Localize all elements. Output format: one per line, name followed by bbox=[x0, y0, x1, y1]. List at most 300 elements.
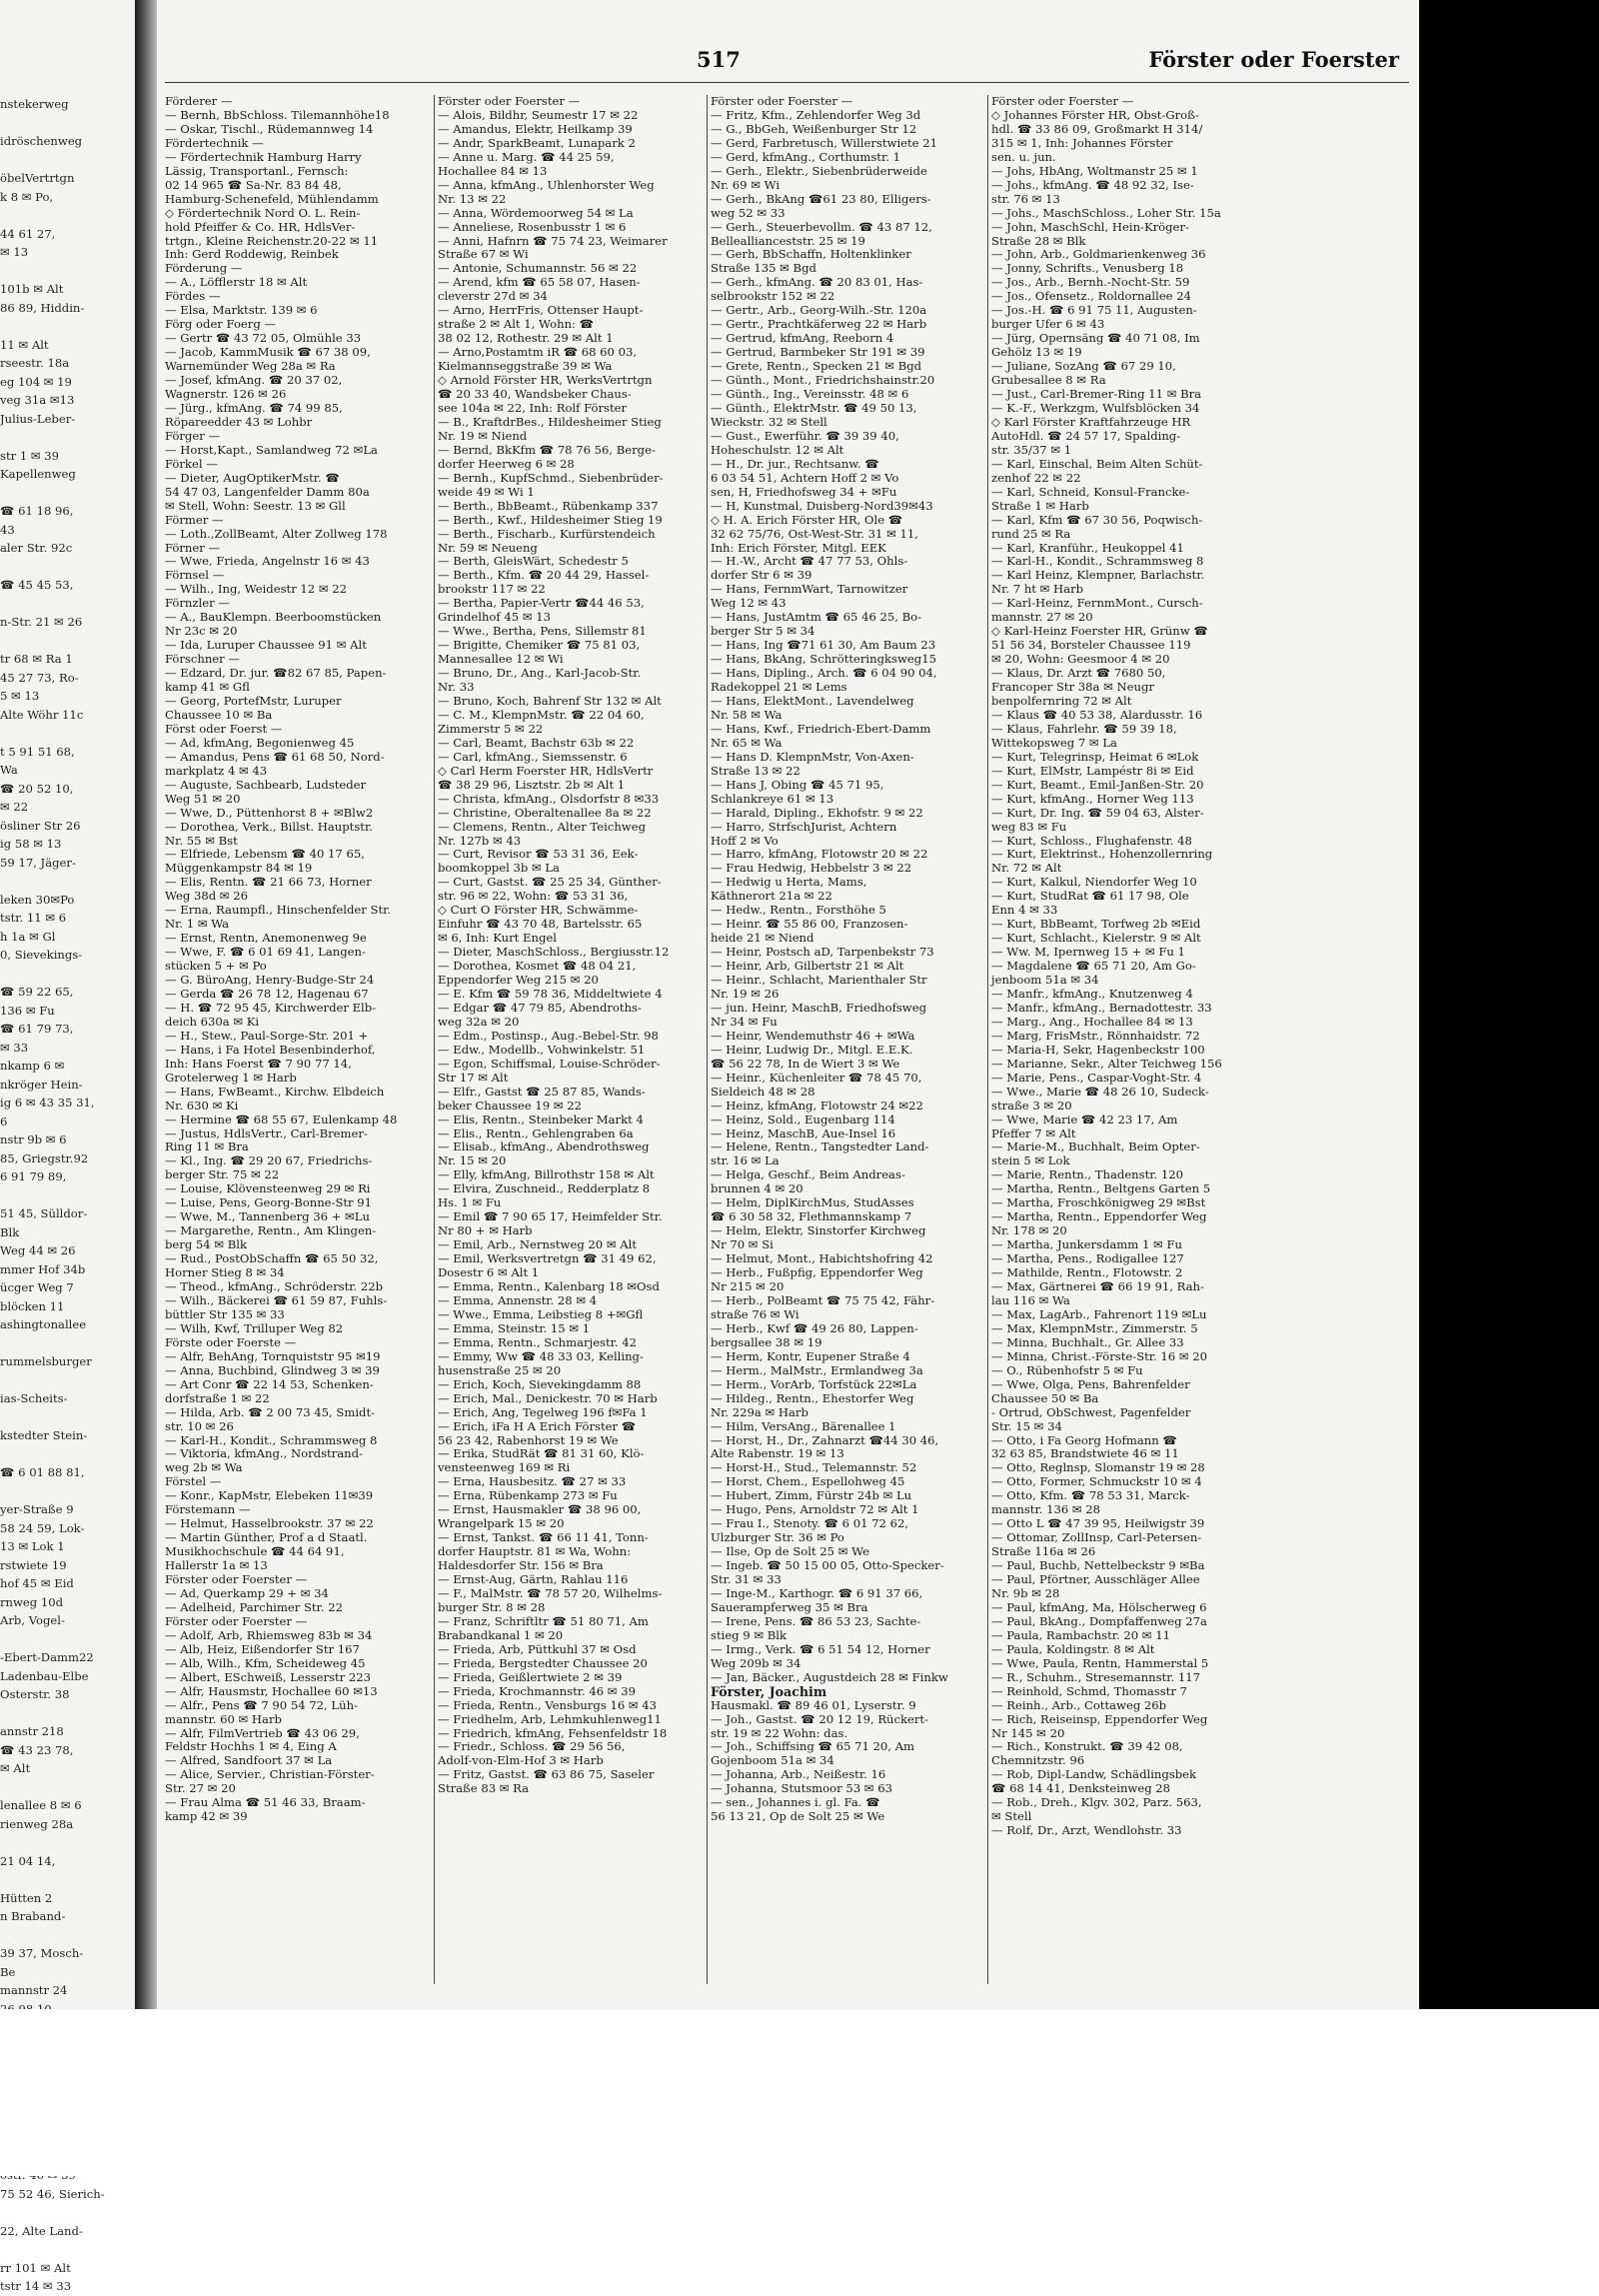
directory-entry-line: — Edzard, Dr. jur. ☎82 67 85, Papen- bbox=[165, 666, 387, 681]
directory-entry-line: — Ottomar, ZollInsp, Carl-Petersen- bbox=[991, 1530, 1202, 1545]
directory-entry-line: berg 54 ✉ Blk bbox=[165, 1237, 248, 1252]
directory-entry-line: — G., BbGeh, Weißenburger Str 12 bbox=[711, 121, 917, 136]
directory-entry-line: Straße 1 ✉ Harb bbox=[991, 498, 1089, 513]
directory-entry-line: — Paula, Koldingstr. 8 ✉ Alt bbox=[991, 1641, 1155, 1656]
directory-entry-line: — Kurt, Beamt., Emil-Janßen-Str. 20 bbox=[991, 777, 1204, 792]
directory-entry-line: weg 2b ✉ Wa bbox=[165, 1460, 243, 1475]
directory-entry-line: — Kurt, Schlacht., Kielerstr. 9 ✉ Alt bbox=[991, 931, 1201, 946]
directory-entry-line: lau 116 ✉ Wa bbox=[991, 1292, 1070, 1307]
directory-entry-line: — Bruno, Koch, Bahrenf Str 132 ✉ Alt bbox=[438, 693, 662, 708]
directory-entry-line: Feldstr Hochhs 1 ✉ 4, Eing A bbox=[165, 1739, 337, 1754]
directory-entry-line: 54 47 03, Langenfelder Damm 80a bbox=[165, 484, 370, 499]
directory-entry-line: — Erna, Raumpfl., Hinschenfelder Str. bbox=[165, 903, 392, 918]
left-page-line bbox=[0, 1630, 133, 1649]
directory-entry-line: Förger — bbox=[165, 428, 221, 443]
directory-entry-line: — Heinr, Wendemuthstr 46 + ✉Wa bbox=[711, 1028, 915, 1043]
directory-entry-line: — Helene, Rentn., Tangstedter Land- bbox=[711, 1140, 929, 1154]
directory-entry-line: — Brigitte, Chemiker ☎ 75 81 03, bbox=[438, 638, 641, 653]
directory-entry-line: — Herb., Kwf ☎ 49 26 80, Lappen- bbox=[711, 1320, 918, 1335]
left-page-line: lenallee 8 ✉ 6 bbox=[0, 1798, 82, 1812]
directory-entry-line: — Rud., PostObSchaffn ☎ 65 50 32, bbox=[165, 1251, 379, 1266]
directory-entry-line: — Inge-M., Karthogr. ☎ 6 91 37 66, bbox=[711, 1585, 923, 1600]
directory-entry-line: — Erna, Hausbesitz. ☎ 27 ✉ 33 bbox=[438, 1474, 627, 1489]
directory-entry-line: — Minna, Christ.-Förste-Str. 16 ✉ 20 bbox=[991, 1348, 1208, 1363]
directory-entry-line: — Heinr, Postsch aD, Tarpenbekstr 73 bbox=[711, 945, 934, 960]
directory-entry-line: — Martha, Junkersdamm 1 ✉ Fu bbox=[991, 1237, 1182, 1252]
directory-entry-line: — Jonny, Schrifts., Venusberg 18 bbox=[991, 261, 1184, 276]
directory-entry-line: Förstel — bbox=[165, 1474, 222, 1489]
directory-entry-line: — Bruno, Dr., Ang., Karl-Jacob-Str. bbox=[438, 666, 642, 681]
left-page-line: 51 45, Sülldor- bbox=[0, 1206, 88, 1220]
left-page-line: 75 52 46, Sierich- bbox=[0, 2186, 105, 2201]
directory-entry-line: — Alfr, Hausmstr, Hochallee 60 ✉13 bbox=[165, 1683, 378, 1698]
directory-entry-line: Brabandkanal 1 ✉ 20 bbox=[438, 1627, 564, 1642]
directory-entry-line: ◇ Karl-Heinz Foerster HR, Grünw ☎ bbox=[991, 624, 1208, 639]
directory-entry-line: — Horst, Chem., Espellohweg 45 bbox=[711, 1474, 905, 1489]
directory-entry-line: Käthnerort 21a ✉ 22 bbox=[711, 889, 832, 904]
left-page-line: 6 bbox=[0, 1114, 8, 1129]
directory-entry-line: — Kurt, kfmAng., Horner Weg 113 bbox=[991, 791, 1194, 806]
directory-entry-line: — Heinz, MaschB, Aue-Insel 16 bbox=[711, 1126, 896, 1141]
directory-entry-line: — Paula, Rambachstr. 20 ✉ 11 bbox=[991, 1627, 1170, 1642]
directory-entry-line: Weg 51 ✉ 20 bbox=[165, 791, 241, 806]
directory-entry-line: husenstraße 25 ✉ 20 bbox=[438, 1362, 562, 1377]
directory-entry-line: — Elisab., kfmAng., Abendrothsweg bbox=[438, 1140, 650, 1154]
directory-entry-line: — Elis., Rentn., Gehlengraben 6a bbox=[438, 1126, 634, 1141]
directory-entry-line: — Reinh., Arb., Cottaweg 26b bbox=[991, 1697, 1167, 1712]
left-page-line: Kapellenweg bbox=[0, 467, 76, 481]
directory-entry-line: — Alfr, FilmVertrieb ☎ 43 06 29, bbox=[165, 1725, 360, 1740]
left-page-line bbox=[0, 632, 133, 651]
directory-entry-line: Lässig, Transportanl., Fernsch: bbox=[165, 163, 349, 178]
directory-entry-line: mannstr. 136 ✉ 28 bbox=[991, 1502, 1101, 1517]
directory-entry-line: Hoheschulstr. 12 ✉ Alt bbox=[711, 442, 844, 457]
directory-entry-line: — Karl, Kranführ., Heukoppel 41 bbox=[991, 540, 1184, 555]
directory-entry-line: hdl. ☎ 33 86 09, Großmarkt H 314/ bbox=[991, 121, 1203, 136]
directory-entry-line: Nr 215 ✉ 20 bbox=[711, 1279, 785, 1294]
left-page-line: Blk bbox=[0, 1224, 20, 1239]
directory-entry-line: — Bernd, BkKfm ☎ 78 76 56, Berge- bbox=[438, 442, 656, 457]
directory-entry-line: — Erich, iFa H A Erich Förster ☎ bbox=[438, 1418, 637, 1433]
directory-entry-line: — Irene, Pens. ☎ 86 53 23, Sachte- bbox=[711, 1613, 921, 1628]
directory-entry-line: Nr. 1 ✉ Wa bbox=[165, 917, 230, 932]
left-page-line: -Ebert-Damm22 bbox=[0, 1650, 94, 1664]
directory-entry-line: Str. 15 ✉ 34 bbox=[991, 1418, 1062, 1433]
directory-entry-line: — Ernst, Rentn, Anemonenweg 9e bbox=[165, 931, 367, 946]
directory-entry-line: Chemnitzstr. 96 bbox=[991, 1753, 1085, 1768]
directory-entry-line: — Ernst, Hausmakler ☎ 38 96 00, bbox=[438, 1502, 642, 1517]
left-page-line: ☎ 6 01 88 81, bbox=[0, 1465, 85, 1479]
directory-entry-line: — Fördertechnik Hamburg Harry bbox=[165, 149, 362, 164]
directory-entry-line: — E. Kfm ☎ 59 78 36, Middeltwiete 4 bbox=[438, 987, 663, 1001]
directory-entry-line: AutoHdl. ☎ 24 57 17, Spalding- bbox=[991, 428, 1181, 443]
directory-entry-line: — Dieter, MaschSchloss., Bergiusstr.12 bbox=[438, 945, 670, 960]
left-page-line bbox=[0, 595, 133, 614]
directory-entry-line: ◇ Arnold Förster HR, WerksVertrtgn bbox=[438, 373, 653, 388]
directory-entry-line: Hoff 2 ✉ Vo bbox=[711, 833, 779, 848]
directory-entry-line: — Gerh., Steuerbevollm. ☎ 43 87 12, bbox=[711, 219, 932, 234]
directory-entry-line: Enn 4 ✉ 33 bbox=[991, 903, 1058, 918]
directory-entry-line: — Edw., Modellb., Vohwinkelstr. 51 bbox=[438, 1042, 646, 1057]
directory-entry-line: Förderer — bbox=[165, 94, 233, 108]
directory-entry-line: — Johs., MaschSchloss., Loher Str. 15a bbox=[991, 205, 1221, 220]
left-page-line: Hütten 2 bbox=[0, 1890, 53, 1905]
directory-entry-line: — Magdalene ☎ 65 71 20, Am Go- bbox=[991, 959, 1196, 974]
directory-entry-line: burger Ufer 6 ✉ 43 bbox=[991, 317, 1105, 332]
directory-entry-line: — Erich, Mal., Denickestr. 70 ✉ Harb bbox=[438, 1390, 658, 1405]
directory-entry-line: Förnzler — bbox=[165, 596, 230, 611]
directory-entry-line: Förster oder Foerster — bbox=[991, 94, 1134, 108]
directory-entry-line: stieg 9 ✉ Blk bbox=[711, 1627, 787, 1642]
directory-entry-line: — Christa, kfmAng., Olsdorfstr 8 ✉33 bbox=[438, 791, 660, 806]
directory-entry-line: — Kurt, Schloss., Flughafenstr. 48 bbox=[991, 833, 1192, 848]
directory-entry-line: — Andr, SparkBeamt, Lunapark 2 bbox=[438, 135, 636, 150]
directory-entry-line: str. 96 ✉ 22, Wohn: ☎ 53 31 36, bbox=[438, 889, 629, 904]
directory-entry-line: — Loth.,ZollBeamt, Alter Zollweg 178 bbox=[165, 526, 388, 541]
directory-entry-line: — Bernh, BbSchloss. Tilemannhöhe18 bbox=[165, 107, 390, 122]
left-page-line: Alte Wöhr 11c bbox=[0, 707, 84, 722]
directory-entry-line: — H.-W., Archt ☎ 47 77 53, Ohls- bbox=[711, 554, 908, 569]
directory-entry-line: — Gertrud, Barmbeker Str 191 ✉ 39 bbox=[711, 345, 925, 360]
left-page-line: ✉ Alt bbox=[0, 1761, 31, 1775]
directory-entry-line: — Heinr., Küchenleiter ☎ 78 45 70, bbox=[711, 1070, 922, 1085]
directory-entry-line: — Heinr, Ludwig Dr., Mitgl. E.E.K. bbox=[711, 1042, 913, 1057]
directory-entry-line: Eppendorfer Weg 215 ✉ 20 bbox=[438, 973, 599, 988]
directory-entry-line: — Hilm, VersAng., Bärenallee 1 bbox=[711, 1418, 896, 1433]
directory-entry-line: — Antonie, Schumannstr. 56 ✉ 22 bbox=[438, 261, 638, 276]
directory-entry-line: ◇ Curt O Förster HR, Schwämme- bbox=[438, 903, 639, 918]
directory-entry-line: — Marie-M., Buchhalt, Beim Opter- bbox=[991, 1140, 1200, 1154]
column-divider bbox=[707, 95, 708, 1984]
directory-entry-line: Francoper Str 38a ✉ Neugr bbox=[991, 680, 1154, 695]
directory-entry-line: — Emil, Arb., Nernstweg 20 ✉ Alt bbox=[438, 1237, 638, 1252]
directory-entry-line: Nr. 15 ✉ 20 bbox=[438, 1153, 507, 1168]
book-gutter bbox=[135, 0, 157, 2009]
directory-entry-line: — Irmg., Verk. ☎ 6 51 54 12, Horner bbox=[711, 1641, 930, 1656]
left-page-line: nkröger Hein- bbox=[0, 1077, 83, 1092]
directory-entry-line: Hallerstr 1a ✉ 13 bbox=[165, 1558, 268, 1573]
directory-entry-line: — Anne u. Marg. ☎ 44 25 59, bbox=[438, 149, 615, 164]
directory-entry-line: zenhof 22 ✉ 22 bbox=[991, 470, 1081, 485]
left-page-line: veg 31a ✉13 bbox=[0, 393, 75, 407]
directory-entry-line: — Rob., Dreh., Klgv. 302, Parz. 563, bbox=[991, 1795, 1202, 1810]
directory-entry-line: mannstr. 27 ✉ 20 bbox=[991, 610, 1093, 625]
left-page-line: 86 89, Hiddin- bbox=[0, 300, 85, 315]
directory-entry-line: Adolf-von-Elm-Hof 3 ✉ Harb bbox=[438, 1753, 604, 1768]
left-page-line: ☎ 59 22 65, bbox=[0, 985, 74, 999]
left-page-line: hof 45 ✉ Eid bbox=[0, 1576, 74, 1590]
directory-page bbox=[157, 0, 1419, 2009]
directory-entry-line: kamp 41 ✉ Gfl bbox=[165, 680, 250, 695]
directory-entry-line: — Edgar ☎ 47 79 85, Abendroths- bbox=[438, 1000, 642, 1015]
directory-entry-line: 32 62 75/76, Ost-West-Str. 31 ✉ 11, bbox=[711, 526, 918, 541]
directory-entry-line: Inh: Gerd Roddewig, Reinbek bbox=[165, 247, 339, 262]
left-page-line: ✉ 33 bbox=[0, 1040, 29, 1055]
directory-entry-line: — Viktoria, kfmAng., Nordstrand- bbox=[165, 1446, 363, 1461]
directory-entry-line: — Auguste, Sachbearb, Ludsteder bbox=[165, 777, 367, 792]
directory-entry-line: — Dorothea, Kosmet ☎ 48 04 21, bbox=[438, 959, 637, 974]
column-divider bbox=[434, 95, 435, 1984]
directory-entry-line: — Erich, Koch, Sievekingdamm 88 bbox=[438, 1376, 642, 1391]
directory-entry-line: Straße 116a ✉ 26 bbox=[991, 1544, 1096, 1559]
directory-entry-line: — A., Löfflerstr 18 ✉ Alt bbox=[165, 275, 308, 290]
left-page-line: ☎ 61 18 96, bbox=[0, 504, 74, 518]
directory-entry-line: Nr. 630 ✉ Ki bbox=[165, 1098, 239, 1113]
directory-entry-line: — Hugo, Pens, Arnoldstr 72 ✉ Alt 1 bbox=[711, 1502, 919, 1517]
page-number: 517 bbox=[697, 47, 741, 72]
left-page-line: ashingtonallee bbox=[0, 1317, 87, 1331]
left-page-line: ig 6 ✉ 43 35 31, bbox=[0, 1096, 95, 1110]
directory-entry-line: — Alfred, Sandfoort 37 ✉ La bbox=[165, 1753, 333, 1768]
directory-entry-line: Förkel — bbox=[165, 456, 218, 471]
directory-entry-line: — Marg., Ang., Hochallee 84 ✉ 13 bbox=[991, 1014, 1193, 1029]
left-page-line: 101b ✉ Alt bbox=[0, 282, 64, 296]
directory-entry-line: — Alb, Heiz, Eißendorfer Str 167 bbox=[165, 1641, 360, 1656]
directory-entry-line: — Hubert, Zimm, Fürstr 24b ✉ Lu bbox=[711, 1488, 912, 1503]
left-page-line: Wa bbox=[0, 763, 18, 777]
directory-entry-line: sen. u. jun. bbox=[991, 149, 1056, 164]
directory-entry-line: stein 5 ✉ Lok bbox=[991, 1153, 1070, 1168]
directory-entry-line: — Martha, Froschkönigweg 29 ✉Bst bbox=[991, 1195, 1206, 1210]
directory-entry-line: — Edm., Postinsp., Aug.-Bebel-Str. 98 bbox=[438, 1028, 659, 1043]
directory-entry-line: Nr. 55 ✉ Bst bbox=[165, 833, 238, 848]
directory-entry-line: — Konr., KapMstr, Elebeken 11✉39 bbox=[165, 1488, 374, 1503]
directory-entry-line: str. 19 ✉ 22 Wohn: das. bbox=[711, 1725, 848, 1740]
directory-entry-line: — Max, LagArb., Fahrenort 119 ✉Lu bbox=[991, 1306, 1207, 1321]
left-page-line: ☎ 61 79 73, bbox=[0, 1022, 74, 1036]
scan-black-edge bbox=[1419, 0, 1599, 2009]
directory-entry-line: — Arno, HerrFris, Ottenser Haupt- bbox=[438, 303, 644, 318]
directory-entry-line: Förster, Joachim bbox=[711, 1683, 827, 1699]
directory-entry-line: — Martha, Rentn., Eppendorfer Weg bbox=[991, 1209, 1207, 1224]
directory-entry-line: straße 3 ✉ 20 bbox=[991, 1098, 1072, 1113]
directory-entry-line: — Luise, Pens, Georg-Bonne-Str 91 bbox=[165, 1195, 373, 1210]
directory-entry-line: — Günth., Mont., Friedrichshainstr.20 bbox=[711, 373, 935, 388]
directory-entry-line: — John, Arb., Goldmarienkenweg 36 bbox=[991, 247, 1206, 262]
directory-entry-line: — Dorothea, Verk., Billst. Hauptstr. bbox=[165, 819, 373, 834]
directory-entry-line: — Josef, kfmAng. ☎ 20 37 02, bbox=[165, 373, 343, 388]
directory-entry-line: Nr 145 ✉ 20 bbox=[991, 1725, 1065, 1740]
directory-entry-line: — Emma, Annenstr. 28 ✉ 4 bbox=[438, 1292, 598, 1307]
directory-entry-line: heide 21 ✉ Niend bbox=[711, 931, 814, 946]
left-page-line: 11 ✉ Alt bbox=[0, 337, 49, 352]
directory-entry-line: — Emma, Rentn., Kalenbarg 18 ✉Osd bbox=[438, 1279, 660, 1294]
left-page-line: tstr. 11 ✉ 6 bbox=[0, 911, 67, 925]
directory-entry-line: — Arend, kfm ☎ 65 58 07, Hasen- bbox=[438, 275, 641, 290]
directory-entry-line: — Minna, Buchhalt., Gr. Allee 33 bbox=[991, 1334, 1184, 1349]
directory-entry-line: — Hedw., Rentn., Forsthöhe 5 bbox=[711, 903, 886, 918]
directory-entry-line: — Georg, PortefMstr, Luruper bbox=[165, 693, 342, 708]
directory-entry-line: — Art Conr ☎ 22 14 53, Schenken- bbox=[165, 1376, 374, 1391]
directory-entry-line: — H. ☎ 72 95 45, Kirchwerder Elb- bbox=[165, 1000, 377, 1015]
left-page-line: 21 04 14, bbox=[0, 1853, 56, 1868]
left-page-line: 45 27 73, Ro- bbox=[0, 670, 79, 685]
left-page-line bbox=[0, 1186, 133, 1205]
directory-entry-line: Nr. 59 ✉ Neueng bbox=[438, 540, 538, 555]
directory-entry-line: kamp 42 ✉ 39 bbox=[165, 1809, 248, 1824]
directory-entry-line: — Berth., BbBeamt., Rübenkamp 337 bbox=[438, 498, 659, 513]
directory-entry-line: Schlankreye 61 ✉ 13 bbox=[711, 791, 834, 806]
directory-entry-line: 32 63 85, Brandstwiete 46 ✉ 11 bbox=[991, 1446, 1179, 1461]
directory-entry-line: trtgn., Kleine Reichenstr.20-22 ✉ 11 bbox=[165, 233, 379, 248]
directory-entry-line: büttler Str 135 ✉ 33 bbox=[165, 1306, 285, 1321]
left-page-line: annstr 218 bbox=[0, 1724, 64, 1738]
directory-column-4 bbox=[991, 95, 1261, 1838]
directory-entry-line: — Karl-H., Kondit., Schrammsweg 8 bbox=[165, 1432, 378, 1447]
left-page-line: 136 ✉ Fu bbox=[0, 1003, 55, 1018]
directory-entry-line: — Jos., Ofensetz., Roldornallee 24 bbox=[991, 289, 1191, 304]
directory-entry-line: — Joh., Schiffsing ☎ 65 71 20, Am bbox=[711, 1739, 915, 1754]
scan-margin bbox=[0, 2009, 1599, 2176]
directory-entry-line: — Egon, Schiffsmal, Louise-Schröder- bbox=[438, 1056, 661, 1071]
left-page-line bbox=[0, 1408, 133, 1427]
directory-entry-line: ◇ Fördertechnik Nord O. L. Rein- bbox=[165, 205, 361, 220]
directory-entry-line: Mannesallee 12 ✉ Wi bbox=[438, 652, 564, 667]
directory-entry-line: — Elfriede, Lebensm ☎ 40 17 65, bbox=[165, 847, 365, 862]
directory-entry-line: — Günth., Ing., Vereinsstr. 48 ✉ 6 bbox=[711, 387, 909, 402]
left-page-line bbox=[0, 1482, 133, 1501]
directory-entry-line: — Anna, Buchbind, Glindweg 3 ✉ 39 bbox=[165, 1362, 380, 1377]
directory-entry-line: — Wwe, Frieda, Angelnstr 16 ✉ 43 bbox=[165, 554, 370, 569]
directory-entry-line: — Emma, Steinstr. 15 ✉ 1 bbox=[438, 1320, 591, 1335]
directory-entry-line: — Johanna, Stutsmoor 53 ✉ 63 bbox=[711, 1781, 892, 1796]
left-page-line: mannstr 24 bbox=[0, 1983, 68, 1997]
directory-entry-line: — Paul, BkAng., Dompfaffenweg 27a bbox=[991, 1613, 1207, 1628]
directory-entry-line: — Herm., VorArb, Torfstück 22✉La bbox=[711, 1376, 917, 1391]
directory-entry-line: — Jürg., kfmAng. ☎ 74 99 85, bbox=[165, 400, 343, 415]
left-page-line: ☎ 20 52 10, bbox=[0, 781, 74, 796]
left-page-line bbox=[0, 872, 133, 891]
directory-entry-line: — Max, KlempnMstr., Zimmerstr. 5 bbox=[991, 1320, 1198, 1335]
directory-entry-line: — R., Schuhm., Stresemannstr. 117 bbox=[991, 1669, 1200, 1684]
directory-entry-line: 02 14 965 ☎ Sa-Nr. 83 84 48, bbox=[165, 177, 342, 192]
directory-entry-line: Röpareedder 43 ✉ Lohbr bbox=[165, 414, 313, 429]
directory-entry-line: 38 02 12, Rothestr. 29 ✉ Alt 1 bbox=[438, 331, 614, 346]
directory-entry-line: ☎ 68 14 41, Denksteinweg 28 bbox=[991, 1781, 1171, 1796]
left-page-line bbox=[0, 428, 133, 447]
directory-entry-line: — Frau Alma ☎ 51 46 33, Braam- bbox=[165, 1795, 366, 1810]
directory-entry-line: weg 52 ✉ 33 bbox=[711, 205, 786, 220]
directory-entry-line: — John, MaschSchl, Hein-Kröger- bbox=[991, 219, 1189, 234]
directory-entry-line: — Berth, GleisWärt, Schedestr 5 bbox=[438, 554, 629, 569]
directory-entry-line: — Klaus, Dr. Arzt ☎ 7680 50, bbox=[991, 666, 1166, 681]
directory-entry-line: Nr. 19 ✉ 26 bbox=[711, 987, 780, 1001]
directory-entry-line: — Joh., Gastst. ☎ 20 12 19, Rückert- bbox=[711, 1711, 929, 1726]
directory-entry-line: — Otto, Kfm. ☎ 78 53 31, Marck- bbox=[991, 1488, 1190, 1503]
directory-entry-line: — Gertr ☎ 43 72 05, Olmühle 33 bbox=[165, 331, 362, 346]
directory-column-2 bbox=[438, 95, 708, 1796]
directory-entry-line: — Heinr., Schlacht, Marienthaler Str bbox=[711, 973, 927, 988]
directory-entry-line: — H., Dr. jur., Rechtsanw. ☎ bbox=[711, 456, 879, 471]
directory-entry-line: Förster oder Foerster — bbox=[165, 1613, 308, 1628]
left-page-line: ig 58 ✉ 13 bbox=[0, 837, 62, 851]
directory-entry-line: — Anna, kfmAng., Uhlenhorster Weg bbox=[438, 177, 655, 192]
directory-entry-line: — Hans, BkAng, Schrötteringksweg15 bbox=[711, 652, 936, 667]
directory-entry-line: dorfer Str 6 ✉ 39 bbox=[711, 568, 812, 583]
directory-entry-line: — Herm., MalMstr., Ermlandweg 3a bbox=[711, 1362, 923, 1377]
directory-entry-line: boomkoppel 3b ✉ La bbox=[438, 861, 560, 876]
directory-entry-line: — Elis, Rentn., Steinbeker Markt 4 bbox=[438, 1112, 644, 1127]
directory-entry-line: markplatz 4 ✉ 43 bbox=[165, 763, 268, 778]
directory-entry-line: — Elvira, Zuschneid., Redderplatz 8 bbox=[438, 1181, 651, 1196]
left-page-line: öbelVertrtgn bbox=[0, 171, 75, 185]
directory-entry-line: — Otto, i Fa Georg Hofmann ☎ bbox=[991, 1432, 1177, 1447]
left-page-line bbox=[0, 724, 133, 743]
directory-entry-line: Förste oder Foerste — bbox=[165, 1334, 297, 1349]
directory-entry-line: Kielmannseggstraße 39 ✉ Wa bbox=[438, 359, 613, 374]
directory-entry-line: — Alice, Servier., Christian-Förster- bbox=[165, 1767, 375, 1782]
directory-entry-line: — Bernh., KupfSchmd., Siebenbrüder- bbox=[438, 470, 664, 485]
directory-entry-line: — Maria-H, Sekr, Hagenbeckstr 100 bbox=[991, 1042, 1205, 1057]
directory-entry-line: — Emil ☎ 7 90 65 17, Heimfelder Str. bbox=[438, 1209, 663, 1224]
left-page-line bbox=[0, 1778, 133, 1797]
directory-entry-line: — Jos., Arb., Bernh.-Nocht-Str. 59 bbox=[991, 275, 1190, 290]
directory-entry-line: — Alois, Bildhr, Seumestr 17 ✉ 22 bbox=[438, 107, 639, 122]
directory-entry-line: — Helm, Elektr, Sinstorfer Kirchweg bbox=[711, 1223, 926, 1238]
directory-entry-line: — Rolf, Dr., Arzt, Wendlohstr. 33 bbox=[991, 1823, 1182, 1838]
directory-entry-line: — Franz, Schriftltr ☎ 51 80 71, Am bbox=[438, 1613, 649, 1628]
directory-entry-line: — Gerd, Farbretusch, Willerstwiete 21 bbox=[711, 135, 937, 150]
left-page-line: ücger Weg 7 bbox=[0, 1280, 74, 1294]
directory-entry-line: — Hans, FwBeamt., Kirchw. Elbdeich bbox=[165, 1084, 385, 1099]
directory-entry-line: — Fritz, Gastst. ☎ 63 86 75, Saseler bbox=[438, 1767, 655, 1782]
directory-entry-line: Str 17 ✉ Alt bbox=[438, 1070, 509, 1085]
directory-entry-line: — Kurt, StudRat ☎ 61 17 98, Ole bbox=[991, 889, 1189, 904]
directory-entry-line: — Hans, i Fa Hotel Besenbinderhof, bbox=[165, 1042, 376, 1057]
directory-entry-line: Weg 209b ✉ 34 bbox=[711, 1655, 801, 1670]
left-page-line bbox=[0, 1870, 133, 1889]
directory-entry-line: — Berth., Kfm. ☎ 20 44 29, Hassel- bbox=[438, 568, 650, 583]
directory-entry-line: — Gerda ☎ 26 78 12, Hagenau 67 bbox=[165, 987, 369, 1001]
left-page-line: ✉ 13 bbox=[0, 245, 29, 259]
left-page-line: 13 ✉ Lok 1 bbox=[0, 1539, 65, 1553]
directory-entry-line: — Carl, Beamt, Bachstr 63b ✉ 22 bbox=[438, 735, 635, 750]
left-page-line: aler Str. 92c bbox=[0, 541, 73, 555]
left-page-line: Be bbox=[0, 1964, 16, 1979]
directory-entry-line: — Gerh., BkAng ☎61 23 80, Elligers- bbox=[711, 191, 931, 206]
directory-entry-line: Inh: Erich Förster, Mitgl. EEK bbox=[711, 540, 886, 555]
directory-entry-line: ✉ Stell bbox=[991, 1809, 1032, 1824]
left-page-line bbox=[0, 206, 133, 225]
directory-entry-line: — Heinz, kfmAng, Flotowstr 24 ✉22 bbox=[711, 1098, 923, 1113]
directory-entry-line: Einfuhr ☎ 43 70 48, Bartelsstr. 65 bbox=[438, 917, 643, 932]
directory-entry-line: Grubesallee 8 ✉ Ra bbox=[991, 373, 1106, 388]
directory-entry-line: — Frieda, Krochmannstr. 46 ✉ 39 bbox=[438, 1683, 636, 1698]
directory-entry-line: Zimmerstr 5 ✉ 22 bbox=[438, 721, 544, 736]
directory-entry-line: — Kl., Ing. ☎ 29 20 67, Friedrichs- bbox=[165, 1153, 373, 1168]
directory-entry-line: — Rob, Dipl-Landw, Schädlingsbek bbox=[991, 1767, 1197, 1782]
directory-entry-line: — Kurt, BbBeamt, Torfweg 2b ✉Eid bbox=[991, 917, 1201, 932]
directory-entry-line: — F., MalMstr. ☎ 78 57 20, Wilhelms- bbox=[438, 1585, 663, 1600]
directory-entry-line: Horner Stieg 8 ✉ 34 bbox=[165, 1265, 285, 1280]
directory-entry-line: — Jacob, KammMusik ☎ 67 38 09, bbox=[165, 345, 371, 360]
directory-column-3 bbox=[711, 95, 980, 1824]
directory-entry-line: berger Str 5 ✉ 34 bbox=[711, 624, 815, 639]
directory-entry-line: Nr. 72 ✉ Alt bbox=[991, 861, 1062, 876]
directory-entry-line: — Harro, StrfschJurist, Achtern bbox=[711, 819, 897, 834]
directory-entry-line: brunnen 4 ✉ 20 bbox=[711, 1181, 803, 1196]
left-page-line: Osterstr. 38 bbox=[0, 1687, 70, 1701]
directory-entry-line: Nr. 19 ✉ Niend bbox=[438, 428, 528, 443]
directory-entry-line: — C. M., KlempnMstr. ☎ 22 04 60, bbox=[438, 707, 645, 722]
directory-entry-line: 56 13 21, Op de Solt 25 ✉ We bbox=[711, 1809, 885, 1824]
directory-entry-line: ◇ H. A. Erich Förster HR, Ole ☎ bbox=[711, 512, 903, 527]
directory-entry-line: — Paul, Pförtner, Ausschläger Allee bbox=[991, 1572, 1200, 1587]
directory-entry-line: — Ilse, Op de Solt 25 ✉ We bbox=[711, 1544, 869, 1559]
directory-entry-line: ☎ 56 22 78, In de Wiert 3 ✉ We bbox=[711, 1056, 900, 1071]
left-page-line: nkamp 6 ✉ bbox=[0, 1059, 65, 1073]
directory-entry-line: — Oskar, Tischl., Rüdemannweg 14 bbox=[165, 121, 374, 136]
